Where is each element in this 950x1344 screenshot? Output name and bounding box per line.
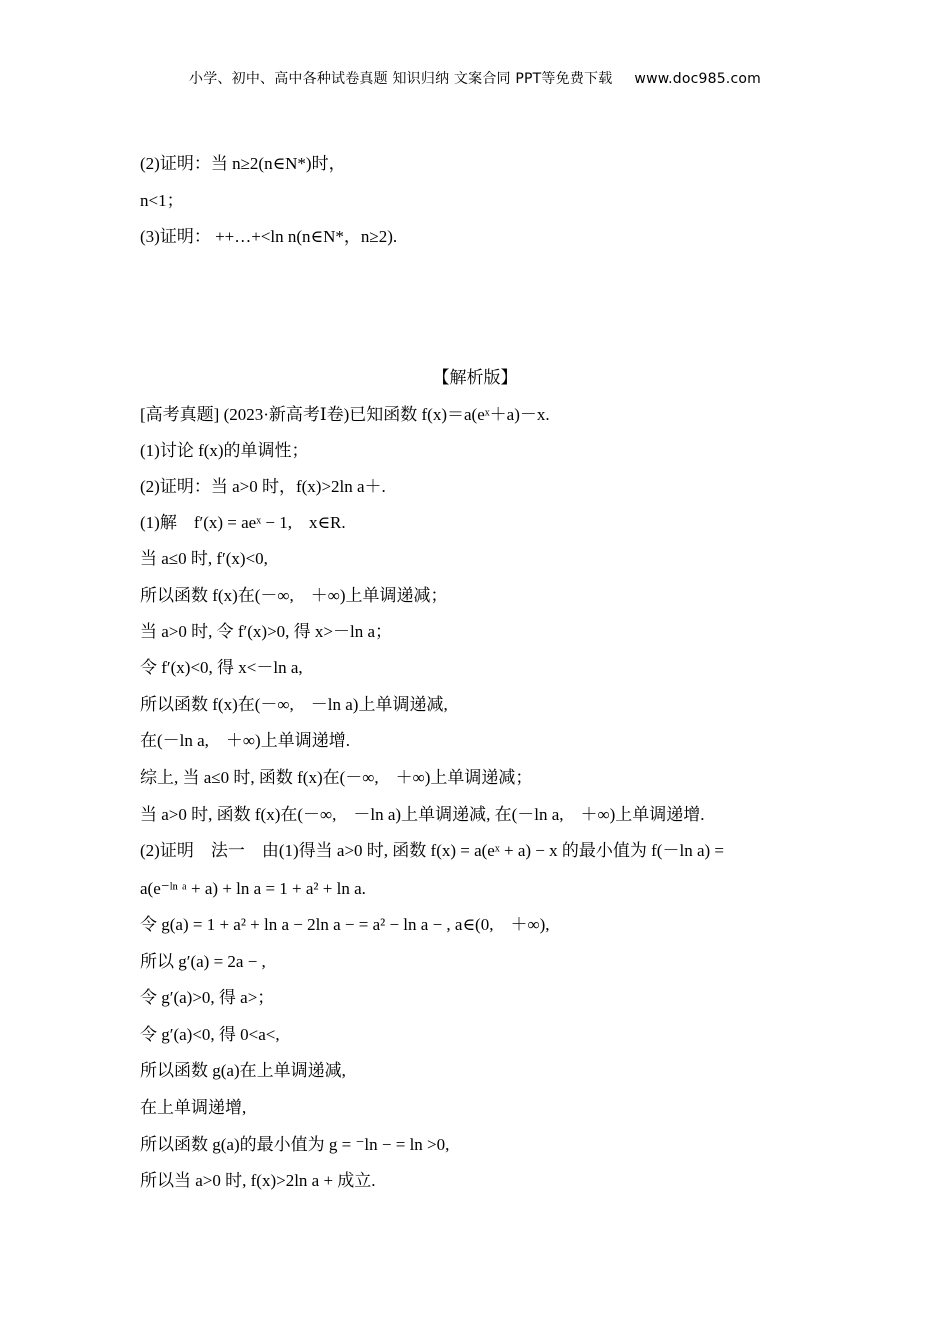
solution-line: 当 a>0 时, 令 f′(x)>0, 得 x>－ln a； <box>140 622 393 641</box>
header-url[interactable]: www.doc985.com <box>634 71 761 87</box>
solution-line: 令 g′(a)<0, 得 0<a<, <box>140 1025 280 1044</box>
solution-line: 令 g′(a)>0, 得 a>； <box>140 988 275 1007</box>
problem-line: (2)证明：当 n≥2(n∈N*)时， <box>140 154 346 173</box>
problem-line: (3)证明： ++…+<ln n(n∈N*，n≥2). <box>140 227 398 246</box>
solution-line: 所以 g′(a) = 2a − , <box>140 952 266 971</box>
header-text: 小学、初中、高中各种试卷真题 知识归纳 文案合同 PPT等免费下载 <box>189 71 613 87</box>
solution-line: 所以函数 g(a)在上单调递减, <box>140 1061 346 1080</box>
solution-line: 所以当 a>0 时, f(x)>2ln a + 成立. <box>140 1171 376 1190</box>
solution-line: 令 f′(x)<0, 得 x<－ln a, <box>140 658 303 677</box>
solution-line: a(e⁻ˡⁿ ᵃ + a) + ln a = 1 + a² + ln a. <box>140 879 366 898</box>
section-title: 【解析版】 <box>432 368 518 387</box>
solution-line: 在上单调递增, <box>140 1098 247 1117</box>
solution-line: 当 a>0 时, 函数 f(x)在(－∞, －ln a)上单调递减, 在(－ln a, ＋∞)上单调递增. <box>140 805 705 824</box>
solution-line: (1)讨论 f(x)的单调性； <box>140 441 309 460</box>
solution-line: (2)证明：当 a>0 时，f(x)>2ln a＋. <box>140 477 386 496</box>
solution-line: 令 g(a) = 1 + a² + ln a − 2ln a − = a² − ln a − , a∈(0, ＋∞), <box>140 915 550 934</box>
problem-line: n<1； <box>140 191 184 210</box>
solution-line: 当 a≤0 时, f′(x)<0, <box>140 549 268 568</box>
solution-line: 所以函数 f(x)在(－∞, －ln a)上单调递减, <box>140 695 448 714</box>
solution-line: (1)解 f′(x) = aeˣ − 1, x∈R. <box>140 513 346 532</box>
solution-line: 所以函数 f(x)在(－∞, ＋∞)上单调递减； <box>140 586 448 605</box>
page-header <box>0 68 950 88</box>
solution-line: 所以函数 g(a)的最小值为 g = ⁻ln − = ln >0, <box>140 1135 450 1154</box>
solution-line: 综上, 当 a≤0 时, 函数 f(x)在(－∞, ＋∞)上单调递减； <box>140 768 533 787</box>
solution-line: (2)证明 法一 由(1)得当 a>0 时, 函数 f(x) = a(eˣ + a) − x 的最小值为 f(－ln a) = <box>140 841 724 860</box>
solution-line: 在(－ln a, ＋∞)上单调递增. <box>140 731 350 750</box>
solution-line: [高考真题] (2023·新高考Ⅰ卷)已知函数 f(x)＝a(eˣ＋a)－x. <box>140 405 550 424</box>
